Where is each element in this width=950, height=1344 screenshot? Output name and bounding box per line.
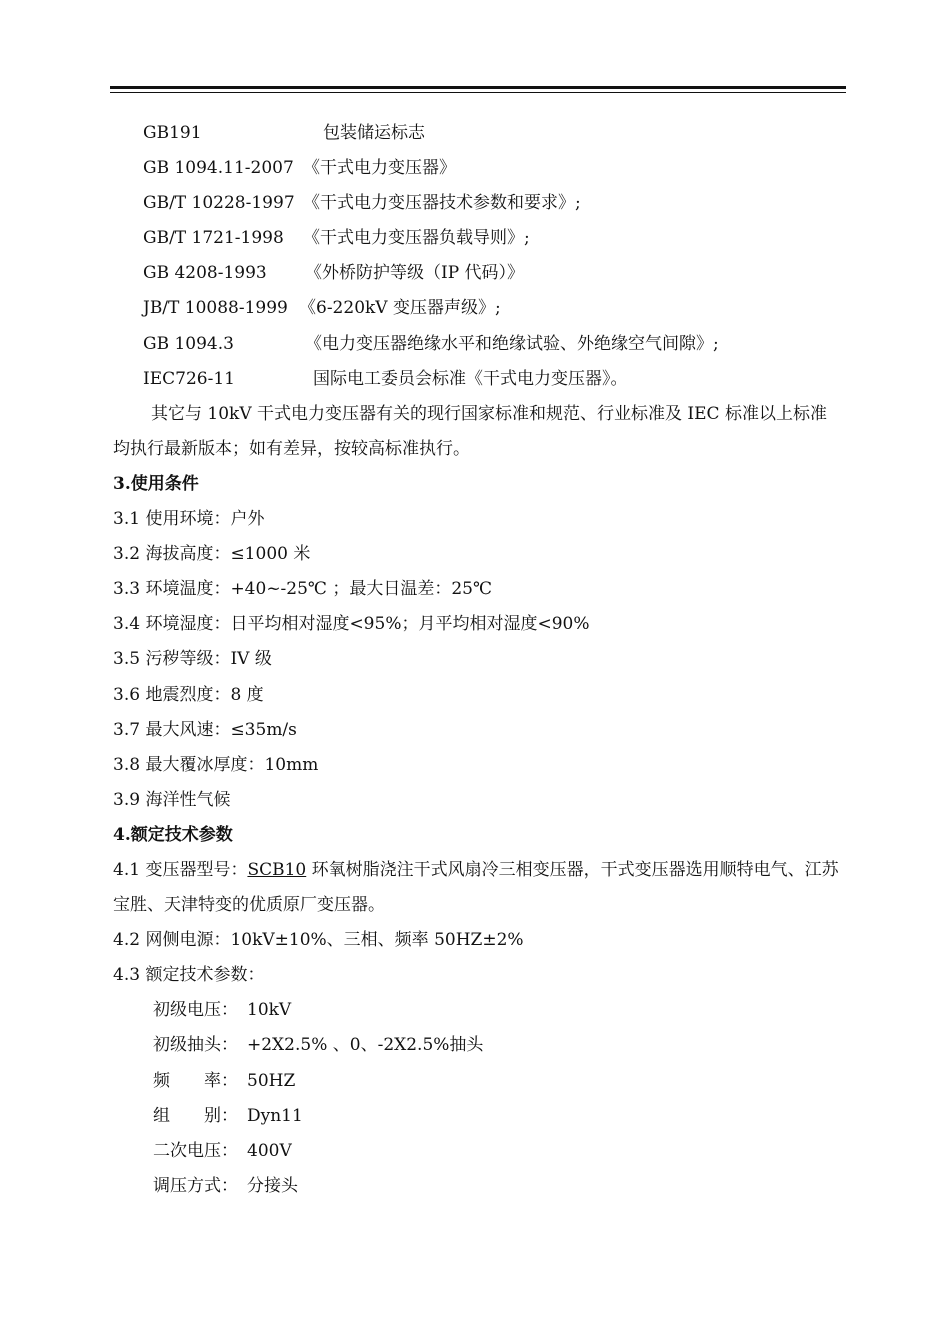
condition-item: 3.6 地震烈度：8 度 [113,684,264,705]
param-label: 组 别： [153,1105,238,1126]
section-4-3: 4.3 额定技术参数： [113,965,265,986]
standard-code: GB 1094.11-2007 [143,158,294,179]
param-row [113,1099,839,1134]
param-label: 初级电压： [153,1000,238,1021]
standard-row [113,221,839,256]
section-3-list [113,502,839,818]
standards-note: 其它与 10kV 干式电力变压器有关的现行国家标准和规范、行业标准及 IEC 标准以上标准均执行最新版本；如有差异，按较高标准执行。 [113,403,827,459]
header-rule-thick [110,86,846,89]
param-row [113,993,839,1028]
model-value: SCB10 [247,859,307,880]
param-row [113,1169,839,1204]
condition-item: 3.3 环境温度：+40~-25℃ ；最大日温差：25℃ [113,579,493,600]
section-4-2: 4.2 网侧电源：10kV±10%、三相、频率 50HZ±2% [113,930,524,951]
standard-title: 《6-220kV 变压器声级》; [299,298,501,319]
standard-code: JB/T 10088-1999 [143,298,288,319]
standard-row [113,116,839,151]
condition-item: 3.2 海拔高度：≤1000 米 [113,544,311,565]
section-4-1 [113,853,839,923]
model-label: 4.1 变压器型号： [113,859,248,880]
standard-title: 《外桥防护等级（IP 代码）》 [305,263,525,284]
condition-item: 3.4 环境湿度：日平均相对湿度<95%；月平均相对湿度<90% [113,614,590,635]
standard-row [113,327,839,362]
param-label: 调压方式： [153,1175,238,1196]
standard-row [113,291,839,326]
document-page [113,116,839,1204]
standard-code: GB 4208-1993 [143,263,267,284]
condition-item: 3.1 使用环境：户外 [113,509,265,530]
condition-item: 3.5 污秽等级：IV 级 [113,649,272,670]
section-3-heading: 3.使用条件 [113,473,199,494]
condition-item: 3.8 最大覆冰厚度：10mm [113,754,319,775]
param-value: 分接头 [247,1175,298,1196]
param-value: 50HZ [247,1070,296,1091]
condition-item: 3.9 海洋性气候 [113,789,231,810]
standard-code: GB/T 10228-1997 [143,193,295,214]
standard-title: 《干式电力变压器负载导则》; [303,228,530,249]
param-label: 频 率： [153,1070,238,1091]
standard-title: 包装储运标志 [323,123,425,143]
param-label: 二次电压： [153,1140,238,1161]
param-list [113,993,839,1204]
standard-row [113,256,839,291]
standard-title: 《干式电力变压器》 [303,158,456,179]
standard-row [113,362,839,397]
standard-title: 《电力变压器绝缘水平和绝缘试验、外绝缘空气间隙》; [305,333,719,354]
section-4-heading: 4.额定技术参数 [113,824,233,845]
standard-row [113,151,839,186]
standard-title: 国际电工委员会标准《干式电力变压器》。 [313,368,628,389]
param-row [113,1028,839,1063]
standard-title: 《干式电力变压器技术参数和要求》; [303,193,581,214]
model-description: 环氧树脂浇注干式风扇冷三相变压器，干式变压器选用顺特电气、江苏宝胜、天津特变的优质原厂变压器。 [113,859,839,916]
param-value: Dyn11 [247,1105,303,1126]
param-row [113,1134,839,1169]
param-value: 400V [247,1140,292,1161]
standards-list [113,116,839,397]
param-row [113,1064,839,1099]
param-value: +2X2.5% 、0、-2X2.5%抽头 [247,1035,484,1056]
header-rule-thin [110,92,846,93]
standard-code: IEC726-11 [143,368,235,389]
standard-row [113,186,839,221]
standard-code: GB 1094.3 [143,333,234,354]
param-label: 初级抽头： [153,1035,238,1056]
condition-item: 3.7 最大风速：≤35m/s [113,719,297,740]
standard-code: GB/T 1721-1998 [143,228,284,249]
param-value: 10kV [247,1000,292,1021]
standard-code: GB191 [143,123,202,143]
